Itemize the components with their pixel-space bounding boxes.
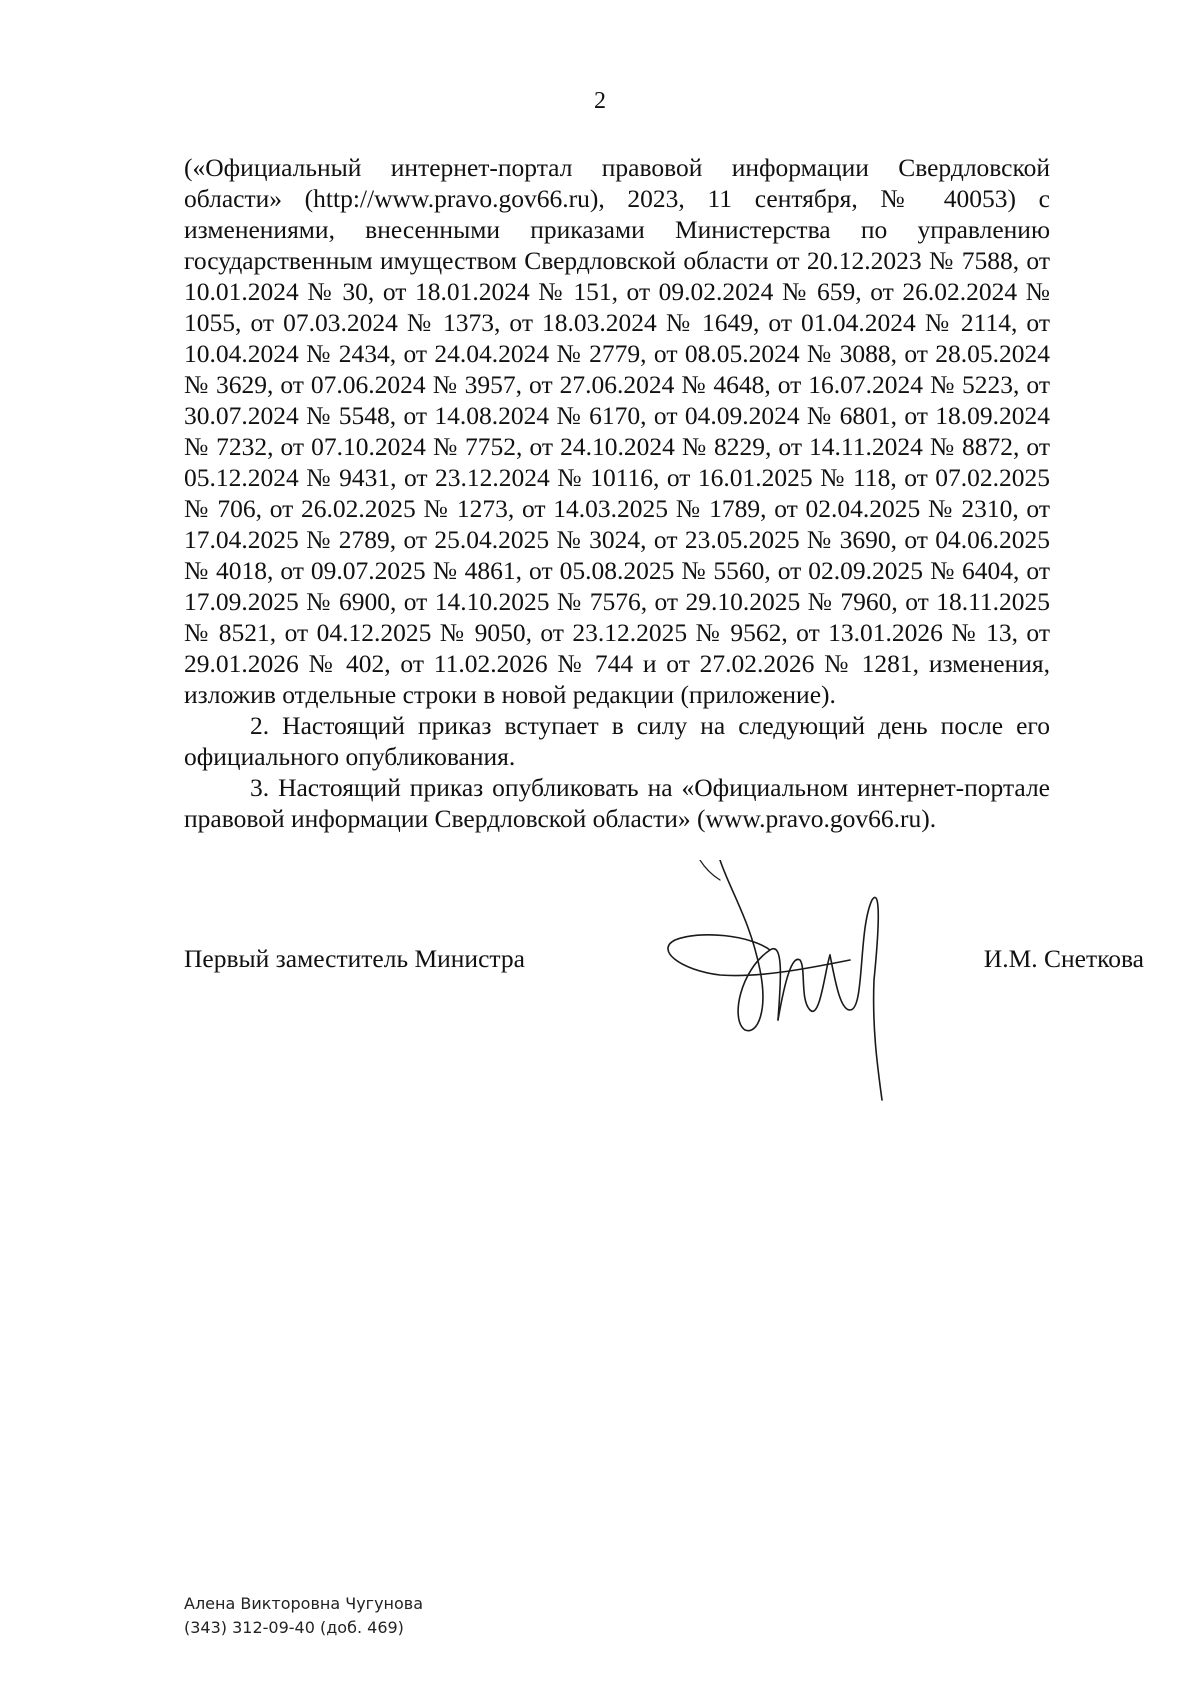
publication-paragraph: 3. Настоящий приказ опубликовать на «Официальном интернет-портале правовой информации Свердловской области» (www.pravo.gov66.ru).: [184, 773, 1050, 833]
effective-date-paragraph: 2. Настоящий приказ вступает в силу на следующий день после его официального опубликования.: [184, 711, 1050, 771]
document-body: [184, 152, 1050, 834]
page-number: 2: [594, 88, 606, 114]
amendments-paragraph: («Официальный интернет-портал правовой информации Свердловской области» (http://www.pravo.gov66.ru), 2023, 11 сентября, № 40053) с изменениями, внесенными приказами Министерства по управлению государственным имуществом Свердловской области от 20.12.2023 № 7588, от 10.01.2024 № 30, от 18.01.2024 № 151, от 09.02.2024 № 659, от 26.02.2024 № 1055, от 07.03.2024 № 1373, от 18.03.2024 № 1649, от 01.04.2024 № 2114, от 10.04.2024 № 2434, от 24.04.2024 № 2779, от 08.05.2024 № 3088, от 28.05.2024 № 3629, от 07.06.2024 № 3957, от 27.06.2024 № 4648, от 16.07.2024 № 5223, от 30.07.2024 № 5548, от 14.08.2024 № 6170, от 04.09.2024 № 6801, от 18.09.2024 № 7232, от 07.10.2024 № 7752, от 24.10.2024 № 8229, от 14.11.2024 № 8872, от 05.12.2024 № 9431, от 23.12.2024 № 10116, от 16.01.2025 № 118, от 07.02.2025 № 706, от 26.02.2025 № 1273, от 14.03.2025 № 1789, от 02.04.2025 № 2310, от 17.04.2025 № 2789, от 25.04.2025 № 3024, от 23.05.2025 № 3690, от 04.06.2025 № 4018, от 09.07.2025 № 4861, от 05.08.2025 № 5560, от 02.09.2025 № 6404, от 17.09.2025 № 6900, от 14.10.2025 № 7576, от 29.10.2025 № 7960, от 18.11.2025 № 8521, от 04.12.2025 № 9050, от 23.12.2025 № 9562, от 13.01.2026 № 13, от 29.01.2026 № 402, от 11.02.2026 № 744 и от 27.02.2026 № 1281, изменения, изложив отдельные строки в новой редакции (приложение).: [184, 153, 1050, 709]
signer-position: Первый заместитель Министра: [184, 944, 525, 973]
signer-name: И.М. Снеткова: [983, 944, 1144, 973]
signature-row: [184, 944, 1144, 984]
executor-name: Алена Викторовна Чугунова: [184, 1594, 424, 1613]
executor-phone: (343) 312-09-40 (доб. 469): [184, 1618, 404, 1637]
handwritten-signature: [660, 860, 940, 1120]
executor-info: [184, 1592, 423, 1640]
